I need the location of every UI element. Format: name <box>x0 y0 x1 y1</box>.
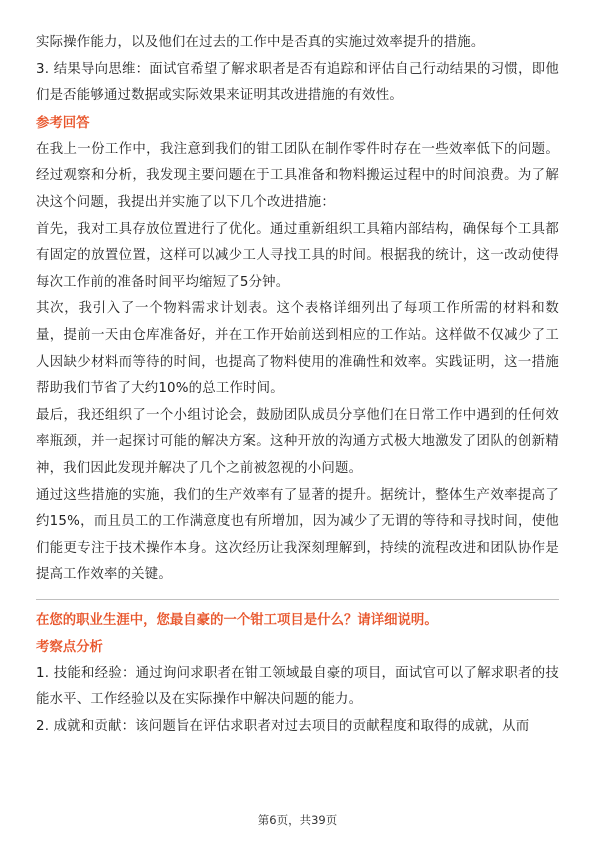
section-divider <box>36 599 559 600</box>
analysis-paragraph-2: 2. 成就和贡献：该问题旨在评估求职者对过去项目的贡献程度和取得的成就，从而 <box>36 719 530 735</box>
answer-heading: 参考回答 <box>36 115 90 131</box>
answer-paragraph-2: 首先，我对工具存放位置进行了优化。通过重新组织工具箱内部结构，确保每个工具都有固定的放置位置，这样可以减少工人寻找工具的时间。根据我的统计，这一改动使得每次工作前的准备时间平均缩短了5分钟。 <box>36 221 559 290</box>
answer-paragraph-4: 最后，我还组织了一个小组讨论会，鼓励团队成员分享他们在日常工作中遇到的任何效率瓶颈，并一起探讨可能的解决方案。这种开放的沟通方式极大地激发了团队的创新精神，我们因此发现并解决了几个之前被忽视的小问题。 <box>36 407 559 476</box>
analysis-paragraph-1: 1. 技能和经验：通过询问求职者在钳工领域最自豪的项目，面试官可以了解求职者的技能水平、工作经验以及在实际操作中解决问题的能力。 <box>36 665 559 708</box>
answer-paragraph-1: 在我上一份工作中，我注意到我们的钳工团队在制作零件时存在一些效率低下的问题。经过观察和分析，我发现主要问题在于工具准备和物料搬运过程中的时间浪费。为了解决这个问题，我提出并实施了以下几个改进措施： <box>36 141 559 210</box>
document-page <box>36 30 559 741</box>
interview-question: 在您的职业生涯中，您最自豪的一个钳工项目是什么？请详细说明。 <box>36 612 438 628</box>
analysis-heading: 考察点分析 <box>36 639 103 655</box>
answer-paragraph-3: 其次，我引入了一个物料需求计划表。这个表格详细列出了每项工作所需的材料和数量，提前一天由仓库准备好，并在工作开始前送到相应的工作站。这样做不仅减少了工人因缺少材料而等待的时间，也提高了物料使用的准确性和效率。实践证明，这一措施帮助我们节省了大约10%的总工作时间。 <box>36 301 559 397</box>
page-number: 第6页，共39页 <box>257 813 338 827</box>
intro-tail-paragraph: 实际操作能力，以及他们在过去的工作中是否真的实施过效率提升的措施。 <box>36 35 485 50</box>
answer-paragraph-5: 通过这些措施的实施，我们的生产效率有了显著的提升。据统计，整体生产效率提高了约15%，而且员工的工作满意度也有所增加，因为减少了无谓的等待和寻找时间，使他们能更专注于技术操作本身。这次经历让我深刻理解到，持续的流程改进和团队协作是提高工作效率的关键。 <box>36 487 559 583</box>
point-3-paragraph: 3. 结果导向思维：面试官希望了解求职者是否有追踪和评估自己行动结果的习惯，即他们是否能够通过数据或实际效果来证明其改进措施的有效性。 <box>36 61 559 104</box>
